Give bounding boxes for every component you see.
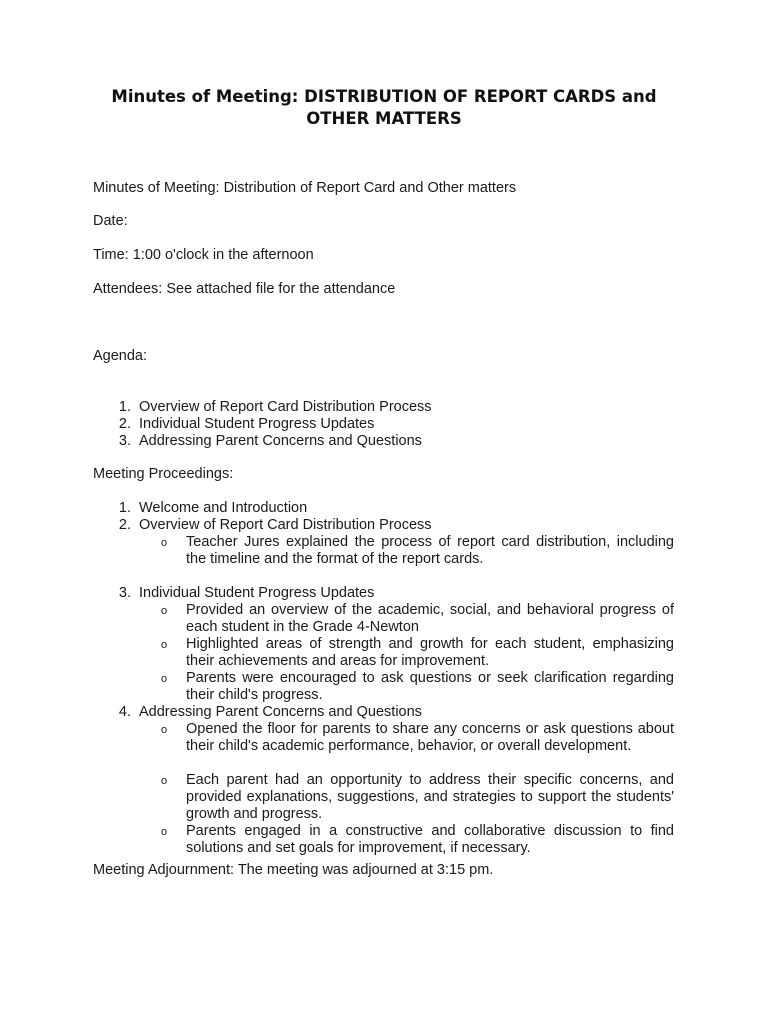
proceedings-item-text: Overview of Report Card Distribution Process	[139, 517, 432, 533]
bullet-icon: o	[161, 605, 168, 617]
proceedings-item-number: 3.	[118, 585, 131, 601]
agenda-item-text: Individual Student Progress Updates	[139, 416, 375, 432]
document-title: Minutes of Meeting: DISTRIBUTION OF REPORT CARDS and OTHER MATTERS	[111, 87, 657, 128]
date-line: Date:	[93, 213, 128, 229]
agenda-item-text: Overview of Report Card Distribution Process	[139, 399, 432, 415]
proceedings-sub-item	[159, 721, 674, 755]
sub-item-text: Provided an overview of the academic, social, and behavioral progress of each student in the Grade 4-Newton	[186, 602, 674, 635]
proceedings-item-number: 1.	[118, 500, 131, 516]
bullet-icon: o	[161, 724, 168, 736]
time-line: Time: 1:00 o'clock in the afternoon	[93, 247, 314, 263]
intro-line: Minutes of Meeting: Distribution of Report Card and Other matters	[93, 180, 517, 196]
agenda-item-number: 3.	[118, 433, 131, 449]
proceedings-item-number: 2.	[118, 517, 131, 533]
agenda-item-number: 1.	[118, 399, 131, 415]
proceedings-item-text: Welcome and Introduction	[139, 500, 308, 516]
bullet-icon: o	[161, 639, 168, 651]
proceedings-sub-item	[159, 602, 674, 636]
proceedings-sub-item	[159, 670, 674, 704]
proceedings-sub-item	[159, 636, 674, 670]
proceedings-sub-item	[159, 534, 674, 568]
bullet-icon: o	[161, 537, 168, 549]
attendees-line: Attendees: See attached file for the attendance	[93, 281, 396, 297]
sub-item-text: Opened the floor for parents to share any concerns or ask questions about their child's academic performance, behavior, or overall development.	[186, 721, 674, 754]
bullet-icon: o	[161, 826, 168, 838]
agenda-item-text: Addressing Parent Concerns and Questions	[139, 433, 422, 449]
proceedings-item-text: Individual Student Progress Updates	[139, 585, 375, 601]
adjournment-line: Meeting Adjournment: The meeting was adjourned at 3:15 pm.	[93, 862, 494, 878]
agenda-item-number: 2.	[118, 416, 131, 432]
bullet-icon: o	[161, 673, 168, 685]
bullet-icon: o	[161, 775, 168, 787]
sub-item-text: Parents were encouraged to ask questions or seek clarification regarding their child's progress.	[186, 670, 674, 703]
proceedings-item-number: 4.	[118, 704, 131, 720]
agenda-heading: Agenda:	[93, 348, 148, 364]
proceedings-sub-item	[159, 823, 674, 857]
sub-item-text: Highlighted areas of strength and growth for each student, emphasizing their achievements and areas for improvement.	[186, 636, 674, 669]
proceedings-sub-item	[159, 772, 674, 823]
proceedings-heading: Meeting Proceedings:	[93, 466, 234, 482]
proceedings-item-text: Addressing Parent Concerns and Questions	[139, 704, 422, 720]
sub-item-text: Each parent had an opportunity to address their specific concerns, and provided explanations, suggestions, and strategies to support the students' growth and progress.	[186, 772, 674, 822]
sub-item-text: Teacher Jures explained the process of report card distribution, including the timeline and the format of the report cards.	[186, 534, 674, 567]
sub-item-text: Parents engaged in a constructive and collaborative discussion to find solutions and set goals for improvement, if necessary.	[186, 823, 674, 856]
